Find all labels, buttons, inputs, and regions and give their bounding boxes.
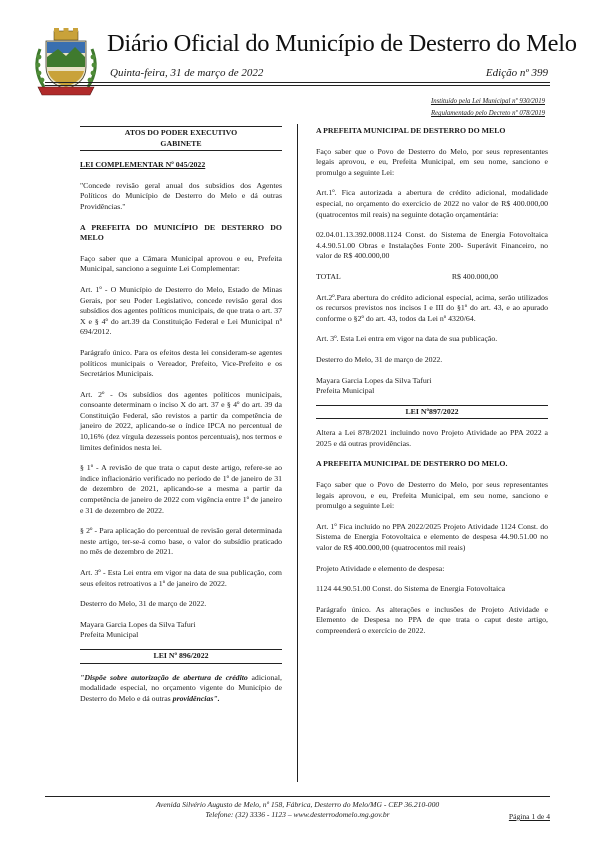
budget-allocation: 02.04.01.13.392.0008.1124 Const. do Sistema de Energia Fotovoltaica 4.4.90.51.00 Obras e Instalações Fonte 200- Superávit Financeiro, no valor de R$ 400.000,00	[316, 230, 548, 261]
enacting-clause: Faço saber que o Povo de Desterro do Melo, por seus representantes legais aprovou, e eu, Prefeita Municipal, em seu nome, sanciono e promulgo a seguinte Lei:	[316, 146, 548, 177]
section-title: ATOS DO PODER EXECUTIVO	[124, 128, 238, 137]
article-3: Art. 3º. Esta Lei entra em vigor na data de sua publicação.	[316, 334, 498, 344]
header-rule	[45, 85, 550, 86]
paragraph-2: § 2º - Para aplicação do percentual de revisão geral determinada neste artigo, ter-se-á como base, o valor do subsídio praticado no mês de dezembro de 2021.	[80, 526, 282, 557]
article-1: Art. 1º Fica incluído no PPA 2022/2025 Projeto Atividade 1124 Const. do Sistema de Energia Fotovoltaica e elemento de despesa 44.90.51.00 no valor de R$ 400.000,00 (quatrocentos mil reais)	[316, 521, 548, 553]
article-1: Art. 1º - O Município de Desterro do Melo, Estado de Minas Gerais, por seu Poder Legislativo, concede revisão geral dos subsídios dos agentes políticos municipais, de que trata o art. 37 X e § 4º do art.39 da Constituição Federal e Lei Municipal nº 694/2012.	[80, 284, 282, 337]
enacting-authority: A PREFEITA DO MUNICÍPIO DE DESTERRO DO MELO	[80, 222, 282, 243]
paragraph-1: § 1º - A revisão de que trata o caput deste artigo, refere-se ao índice inflacionário verificado no período de 1º de janeiro de 31 de dezembro de 2021, aplicando-se a mesma a partir da competência de janeiro de 2022 com vigência entre 1º de janeiro e 31 de dezembro de 2022.	[80, 463, 282, 515]
article-3: Art. 3º - Esta Lei entra em vigor na data de sua publicação, com seus efeitos retroativos a 1º de janeiro de 2022.	[80, 568, 282, 588]
enacting-authority: A PREFEITA MUNICIPAL DE DESTERRO DO MELO.	[316, 459, 508, 469]
total-row	[316, 272, 548, 283]
law-heading: LEI Nº 896/2022	[153, 650, 209, 660]
law-heading: LEI Nº897/2022	[405, 406, 459, 416]
law-summary: "Concede revisão geral anual dos subsídios dos Agentes Políticos do Município de Desterro do Melo e dá outras Providências."	[80, 180, 282, 211]
municipal-crest-logo	[30, 27, 102, 99]
enacting-clause: Faço saber que a Câmara Municipal aprovou e eu, Prefeita Municipal, sanciono a seguinte Lei Complementar:	[80, 253, 282, 274]
signer-role: Prefeita Municipal	[80, 630, 139, 640]
place-date: Desterro do Melo, 31 de março de 2022.	[80, 599, 207, 609]
footer-rule	[45, 796, 550, 797]
section-header	[80, 126, 282, 151]
signature-block	[80, 620, 282, 641]
article-1: Art.1º. Fica autorizada a abertura de crédito adicional, modalidade especial, no orçamento do exercício de 2022 no valor de R$ 400.000,00 (quatrocentos mil reais) na seguinte dotação orçamentária:	[316, 188, 548, 219]
sole-paragraph: Parágrafo único. As alterações e inclusões de Projeto Atividade e Elemento de Despesa no PPA de que trata o caput deste artigo, compreenderá o exercício de 2022.	[316, 604, 548, 635]
law-heading: LEI COMPLEMENTAR Nº 045/2022	[80, 160, 206, 170]
newspaper-title: Diário Oficial do Município de Desterro do Melo	[107, 30, 577, 57]
enacting-clause: Faço saber que o Povo de Desterro do Melo, por seus representantes legais aprovou, e eu, Prefeita Municipal, em seu nome, sanciono e promulgo a seguinte Lei:	[316, 480, 548, 511]
edition-number: Edição nº 399	[485, 67, 548, 79]
footer-address: Avenida Silvério Augusto de Melo, nº 158, Fábrica, Desterro do Melo/MG - CEP 36.210-000	[155, 800, 440, 809]
law-summary: Altera a Lei 878/2021 incluindo novo Projeto Atividade ao PPA 2022 a 2025 e dá outras providências.	[316, 428, 548, 448]
institution-note: Instituído pela Lei Municipal nº 930/2019	[430, 98, 545, 105]
law-summary-part: providências".	[172, 693, 220, 703]
article-2: Art.2º.Para abertura do crédito adicional especial, acima, serão utilizados os recursos previstos nos incisos I e III do §1º do art. 43, e ao apurado conforme o §2º do art. 43, todos da Lei nº 4320/64.	[316, 292, 548, 323]
project-label: Projeto Atividade e elemento de despesa:	[316, 563, 445, 573]
law-heading-box	[80, 649, 282, 664]
right-column	[316, 126, 548, 647]
left-column	[80, 126, 282, 714]
page-number: Página 1 de 4	[508, 812, 550, 821]
signer-name: Mayara Garcia Lopes da Silva Tafuri	[316, 375, 432, 385]
header-rule	[45, 82, 550, 83]
signature-block	[316, 376, 548, 397]
article-2: Art. 2º - Os subsídios dos agentes políticos municipais, consoante determinam o inciso X do art. 37 e § 4º do art. 39 da Constituição Federal, são revistos a partir da competência de janeiro de 2022, aplicando-se o índice IPCA no percentual de 10,16% (dez vírgula dezesseis pontos percentuais), nos termos e limites definidos nesta lei.	[80, 389, 282, 452]
signer-name: Mayara Garcia Lopes da Silva Tafuri	[80, 619, 196, 629]
project-item: 1124 44.90.51.00 Const. do Sistema de Energia Fotovoltaica	[316, 584, 506, 594]
enacting-authority: A PREFEITA MUNICIPAL DE DESTERRO DO MELO	[316, 126, 506, 135]
signer-role: Prefeita Municipal	[316, 386, 375, 396]
place-date: Desterro do Melo, 31 de março de 2022.	[316, 354, 443, 364]
total-value: R$ 400.000,00	[451, 271, 498, 281]
law-heading-box	[316, 405, 548, 420]
sole-paragraph: Parágrafo único. Para os efeitos desta lei consideram-se agentes políticos municipais o Vereador, Prefeito, Vice-Prefeito e os Secretários Municipais.	[80, 347, 282, 379]
publication-date: Quinta-feira, 31 de março de 2022	[110, 67, 264, 79]
law-summary	[80, 673, 282, 705]
section-subtitle: GABINETE	[160, 138, 202, 148]
law-summary-part: "Dispõe sobre autorização de abertura de crédito	[80, 672, 248, 682]
regulation-note: Regulamentado pelo Decreto nº 078/2019	[431, 110, 545, 117]
footer-contact: Telefone: (32) 3336 - 1123 – www.desterrodomelo.mg.gov.br	[205, 810, 390, 819]
column-divider	[297, 124, 298, 782]
total-label: TOTAL	[316, 271, 341, 281]
law-summary-part: adicional, modalidade especial, no orçamento vigente do Município de Desterro do Melo e dá outras	[80, 672, 282, 703]
